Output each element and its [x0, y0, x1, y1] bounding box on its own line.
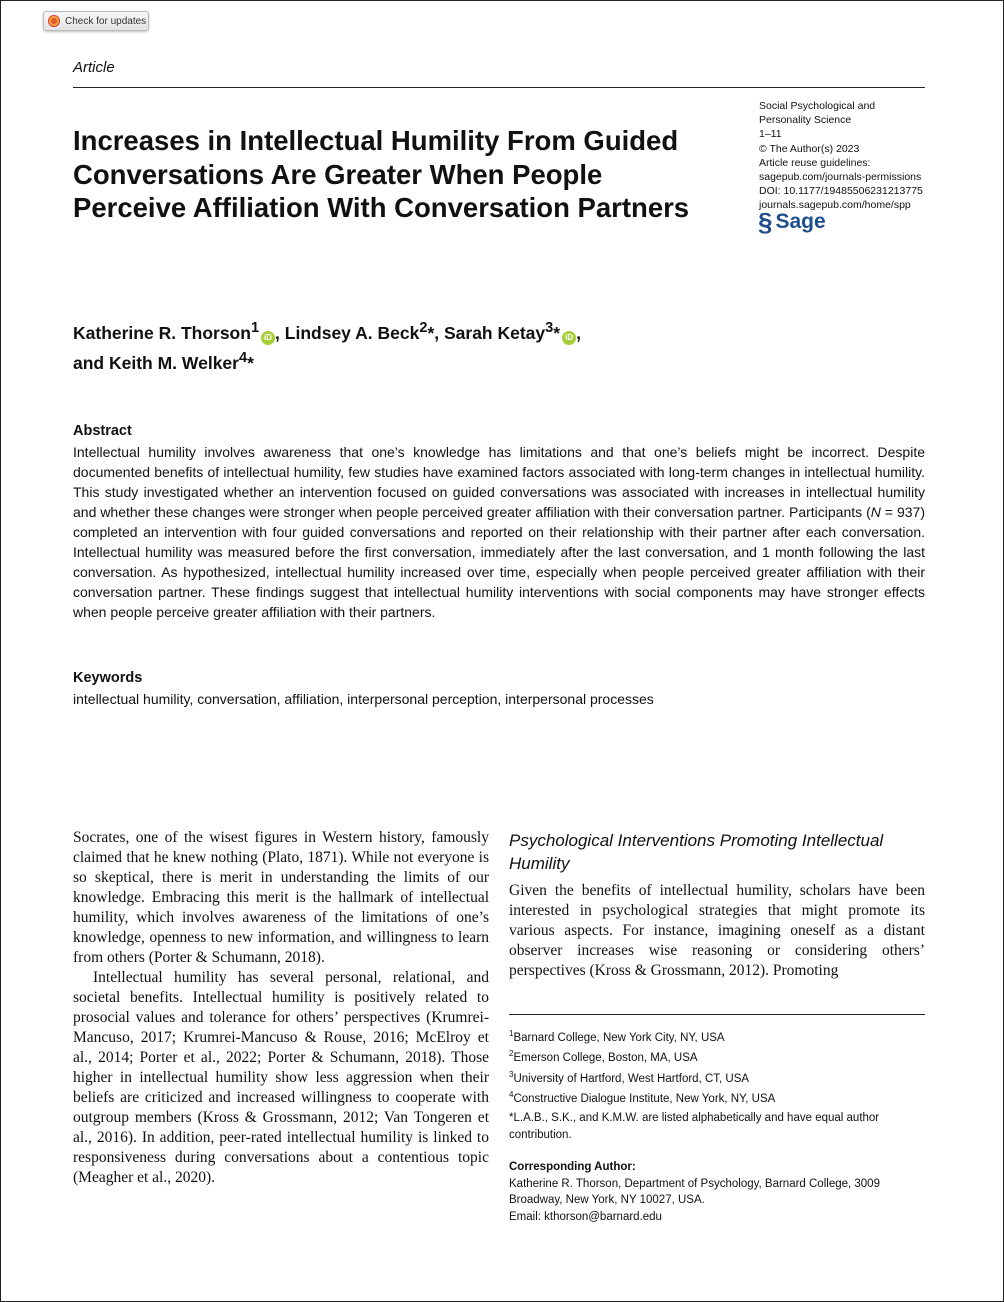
orcid-icon[interactable]: iD — [261, 331, 275, 345]
journal-pages: 1–11 — [759, 128, 782, 141]
crossmark-icon — [48, 15, 60, 27]
keywords-list: intellectual humility, conversation, affiliation, interpersonal perception, interpersonal processes — [73, 691, 654, 707]
check-for-updates-button[interactable] — [43, 11, 149, 31]
sage-logo — [758, 207, 826, 237]
affiliation-number: 2 — [509, 1049, 514, 1059]
author-3-affil: 3 — [545, 320, 554, 336]
author-2-affil: 2 — [419, 320, 428, 336]
header-rule — [73, 87, 925, 88]
author-note: *L.A.B., S.K., and K.M.W. are listed alphabetically and have equal author contribution. — [509, 1112, 880, 1141]
affiliation-item — [509, 1026, 775, 1046]
corresponding-author — [509, 1159, 880, 1225]
corresponding-email[interactable]: Email: kthorson@barnard.edu — [509, 1210, 662, 1223]
journal-info — [759, 99, 939, 213]
abstract-text — [73, 442, 925, 622]
corresponding-heading: Corresponding Author: — [509, 1161, 636, 1173]
sage-s-icon: § — [758, 207, 773, 237]
paper-title: Increases in Intellectual Humility From Guided Conversations Are Greater When People Perceive Affiliation With Conversation Partners — [73, 125, 690, 223]
affiliation-number: 1 — [509, 1029, 514, 1038]
abstract-text-part-1: Intellectual humility involves awareness that one’s knowledge has limitations and that one’s beliefs might be incorrect. Despite documented benefits of intellectual humility, few studies have examined factors associated with long-term changes in intellectual humility. This study investigated whether an intervention focused on guided conversations was associated with increases in intellectual humility and whether these changes were stronger when people perceived greater affiliation with their conversation partner. Participants ( — [73, 444, 925, 520]
affiliation-item — [509, 1067, 775, 1087]
body-left-column — [73, 828, 489, 1188]
affiliation-item — [509, 1087, 775, 1107]
author-4: Keith M. Welker — [108, 352, 239, 373]
equal-contribution-mark: * — [427, 322, 435, 343]
author-separator: , — [576, 322, 581, 343]
journal-permissions-link[interactable]: sagepub.com/journals-permissions — [759, 171, 922, 184]
author-separator: , — [434, 322, 444, 343]
article-type-label: Article — [73, 59, 115, 76]
journal-name-line-2: Personality Science — [759, 114, 852, 127]
author-2: Lindsey A. Beck — [284, 322, 420, 343]
affiliation-text: Emerson College, Boston, MA, USA — [513, 1052, 698, 1065]
affiliation-text: Constructive Dialogue Institute, New York, NY, USA — [513, 1092, 776, 1105]
journal-copyright: © The Author(s) 2023 — [759, 142, 860, 155]
sage-logo-text: Sage — [775, 210, 826, 233]
journal-reuse-label: Article reuse guidelines: — [759, 156, 871, 169]
abstract-text-part-2: = 937) completed an intervention with four guided conversations and reported on their relationship with their partner after each conversation. Intellectual humility was measured before the first conversation, immediately after the last conversation, and 1 month following the last conversation. As hypothesized, intellectual humility increased over time, especially when people perceived greater affiliation with their conversation partner. These findings suggest that intellectual humility interventions with social components may have stronger effects when people perceive greater affiliation with their partners. — [73, 504, 925, 620]
footnote-rule — [509, 1014, 925, 1015]
corresponding-line: Katherine R. Thorson, Department of Psychology, Barnard College, 3009 — [509, 1177, 880, 1190]
affiliation-text: Barnard College, New York City, NY, USA — [513, 1031, 725, 1044]
keywords-heading: Keywords — [73, 670, 143, 686]
author-3: Sarah Ketay — [443, 322, 546, 343]
journal-homepage-link[interactable]: journals.sagepub.com/home/spp — [759, 199, 911, 212]
journal-doi[interactable]: DOI: 10.1177/19485506231213775 — [759, 185, 923, 198]
affiliations — [509, 1026, 775, 1107]
author-1: Katherine R. Thorson — [73, 322, 251, 343]
orcid-icon[interactable]: iD — [562, 331, 576, 345]
author-list — [73, 316, 713, 376]
author-separator: , — [275, 322, 285, 343]
affiliation-number: 4 — [509, 1089, 514, 1099]
check-for-updates-label: Check for updates — [65, 15, 147, 27]
affiliation-text: University of Hartford, West Hartford, CT, USA — [513, 1072, 750, 1085]
affiliation-number: 3 — [509, 1069, 514, 1079]
abstract-heading: Abstract — [73, 423, 132, 439]
body-paragraph: Given the benefits of intellectual humility, scholars have been interested in psychological strategies that might promote its various aspects. For instance, imagining oneself as a distant observer increases wise reasoning or considering others’ perspectives (Kross & Grossmann, 2012). Promoting — [509, 882, 925, 979]
author-1-affil: 1 — [250, 320, 260, 336]
abstract-n-symbol: N — [870, 504, 881, 520]
body-paragraph: Intellectual humility has several personal, relational, and societal benefits. Intellectual humility is positively related to prosocial values and tolerance for others’ perspectives (Krumrei-Mancuso, 2017; Krumrei-Mancuso & Rouse, 2016; McElroy et al., 2014; Porter et al., 2022; Porter & Schumann, 2018). Those higher in intellectual humility show less aggression when their beliefs are criticized and increased willingness to cooperate with outgroup members (Kross & Grossmann, 2012; Van Tongeren et al., 2016). In addition, peer-rated intellectual humility is linked to responsiveness during conversations about a contentious topic (Meagher et al., 2020). — [73, 969, 489, 1186]
affiliation-item — [509, 1046, 775, 1066]
author-conjunction: and — [73, 352, 109, 373]
equal-contribution-mark: * — [247, 352, 254, 373]
body-paragraph: Socrates, one of the wisest figures in Western history, famously claimed that he knew nothing (Plato, 1871). While not everyone is so skeptical, there is merit in understanding the limits of our knowledge. Embracing this merit is the hallmark of intellectual humility, which involves awareness of the limitations of one’s knowledge, openness to new information, and willingness to learn from others (Porter & Schumann, 2018). — [73, 829, 489, 966]
corresponding-line: Broadway, New York, NY 10027, USA. — [509, 1194, 705, 1206]
section-heading: Psychological Interventions Promoting Intellectual Humility — [509, 831, 884, 873]
journal-name-line-1: Social Psychological and — [759, 100, 876, 112]
author-4-affil: 4 — [238, 349, 248, 366]
equal-contribution-mark: * — [553, 322, 561, 343]
